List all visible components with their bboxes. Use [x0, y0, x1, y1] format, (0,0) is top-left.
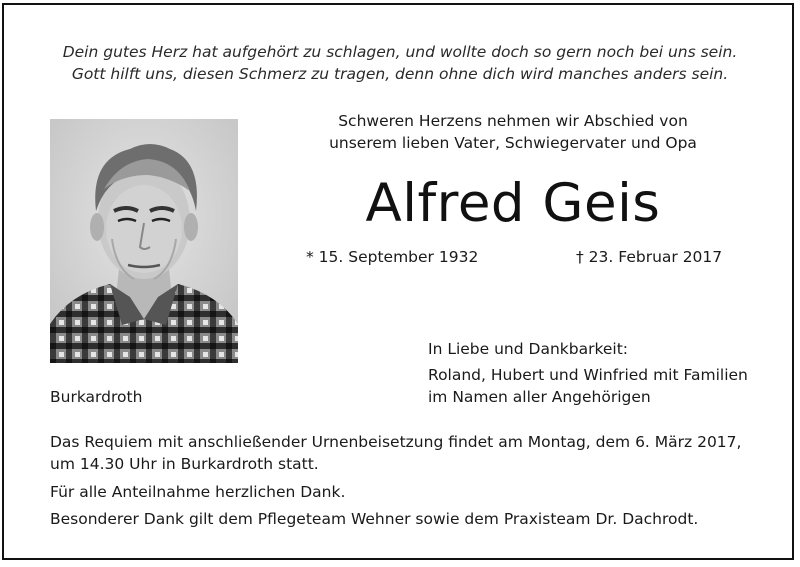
special-thanks-line: Besonderer Dank gilt dem Pflegeteam Wehner sowie dem Praxisteam Dr. Dachrodt. [50, 510, 699, 528]
family-line-1: Roland, Hubert und Winfried mit Familien [428, 366, 748, 384]
deceased-name: Alfred Geis [365, 173, 661, 234]
family-heading: In Liebe und Dankbarkeit: [428, 340, 629, 358]
portrait-photo [50, 119, 238, 363]
requiem-line-2: um 14.30 Uhr in Burkardroth statt. [50, 455, 319, 473]
death-date: † 23. Februar 2017 [576, 248, 723, 266]
family-line-2: im Namen aller Angehörigen [428, 388, 651, 406]
verse-line-2: Gott hilft uns, diesen Schmerz zu tragen, denn ohne dich wird manches anders sein. [71, 65, 729, 83]
thanks-line: Für alle Anteilnahme herzlichen Dank. [50, 483, 346, 501]
intro-line-1: Schweren Herzens nehmen wir Abschied von [338, 112, 688, 130]
place-name: Burkardroth [50, 388, 143, 406]
requiem-line-1: Das Requiem mit anschließender Urnenbeisetzung findet am Montag, dem 6. März 2017, [50, 433, 742, 451]
intro-line-2: unserem lieben Vater, Schwiegervater und Opa [329, 134, 697, 152]
birth-date: * 15. September 1932 [306, 248, 479, 266]
verse-line-1: Dein gutes Herz hat aufgehört zu schlagen, und wollte doch so gern noch bei uns sein. [62, 43, 738, 61]
